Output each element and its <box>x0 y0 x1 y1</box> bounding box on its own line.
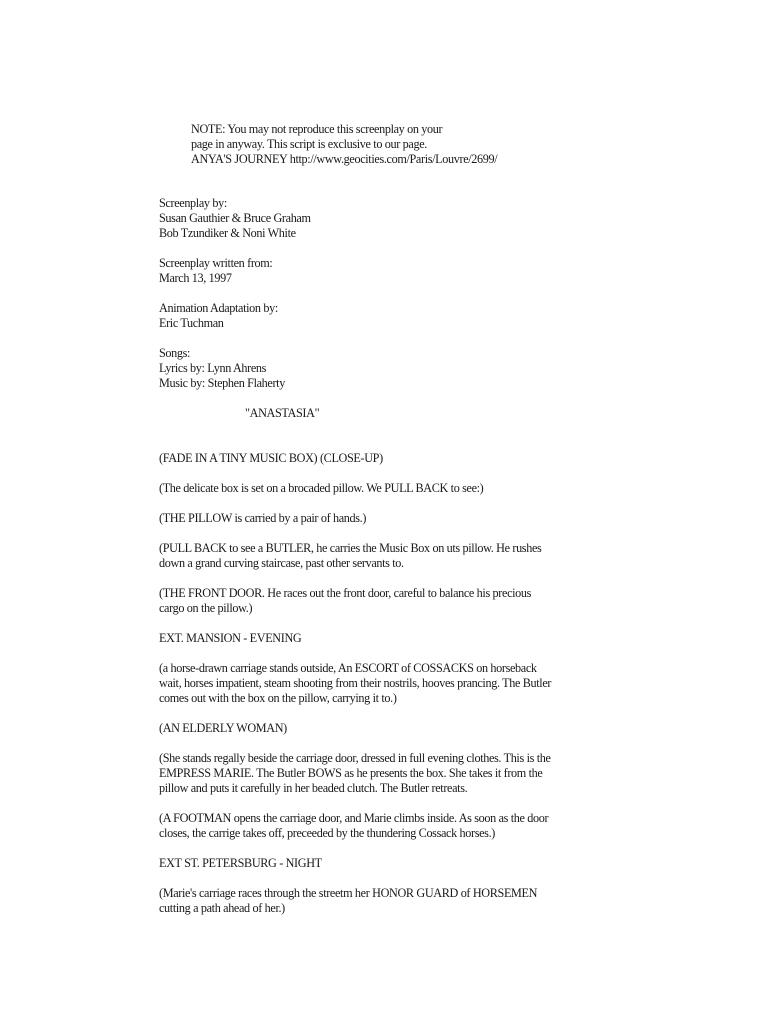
script-line: EXT ST. PETERSBURG - NIGHT <box>159 856 322 870</box>
script-line: EMPRESS MARIE. The Butler BOWS as he presents the box. She takes it from the <box>159 766 543 780</box>
written-from-date: March 13, 1997 <box>159 271 232 285</box>
script-line: (a horse-drawn carriage stands outside, An ESCORT of COSSACKS on horseback <box>159 661 537 675</box>
script-line: closes, the carrige takes off, preceeded by the thundering Cossack horses.) <box>159 826 495 840</box>
written-from-credits <box>159 256 609 286</box>
screenplay-credits <box>159 196 609 241</box>
script-paragraph <box>159 481 609 496</box>
adaptation-credits <box>159 301 609 331</box>
script-paragraph <box>159 541 609 571</box>
songs-label: Songs: <box>159 346 191 360</box>
adaptation-label: Animation Adaptation by: <box>159 301 278 315</box>
script-line: (THE PILLOW is carried by a pair of hands.) <box>159 511 367 525</box>
script-line: wait, horses impatient, steam shooting from their nostrils, hooves prancing. The Butler <box>159 676 552 690</box>
copyright-note <box>191 122 611 167</box>
music-by: Music by: Stephen Flaherty <box>159 376 285 390</box>
script-line: cutting a path ahead of her.) <box>159 901 285 915</box>
lyrics-by: Lyrics by: Lynn Ahrens <box>159 361 267 375</box>
script-paragraph <box>159 451 609 466</box>
script-line: (The delicate box is set on a brocaded pillow. We PULL BACK to see:) <box>159 481 484 495</box>
scene-heading <box>159 631 609 646</box>
script-line: (AN ELDERLY WOMAN) <box>159 721 287 735</box>
script-paragraph <box>159 721 609 736</box>
script-paragraph <box>159 511 609 526</box>
adaptation-by: Eric Tuchman <box>159 316 224 330</box>
script-body <box>159 196 609 916</box>
written-from-label: Screenplay written from: <box>159 256 273 270</box>
script-paragraph <box>159 811 609 841</box>
note-line: ANYA'S JOURNEY http://www.geocities.com/Paris/Louvre/2699/ <box>191 152 498 166</box>
script-line: (A FOOTMAN opens the carriage door, and Marie climbs inside. As soon as the door <box>159 811 549 825</box>
screenplay-writers-line: Bob Tzundiker & Noni White <box>159 226 296 240</box>
script-line: pillow and puts it carefully in her beaded clutch. The Butler retreats. <box>159 781 468 795</box>
script-line: (THE FRONT DOOR. He races out the front door, careful to balance his precious <box>159 586 532 600</box>
script-line: (She stands regally beside the carriage door, dressed in full evening clothes. This is the <box>159 751 551 765</box>
script-paragraph <box>159 661 609 706</box>
scene-heading <box>159 856 609 871</box>
script-line: (FADE IN A TINY MUSIC BOX) (CLOSE-UP) <box>159 451 383 465</box>
script-paragraph <box>159 586 609 616</box>
script-line: (PULL BACK to see a BUTLER, he carries the Music Box on uts pillow. He rushes <box>159 541 542 555</box>
script-line: down a grand curving staircase, past other servants to. <box>159 556 404 570</box>
songs-credits <box>159 346 609 391</box>
script-paragraph <box>159 886 609 916</box>
screenplay-title: "ANASTASIA" <box>245 406 320 420</box>
screenplay-label: Screenplay by: <box>159 196 227 210</box>
screenplay-writers-line: Susan Gauthier & Bruce Graham <box>159 211 311 225</box>
script-line: comes out with the box on the pillow, carrying it to.) <box>159 691 397 705</box>
note-line: page in anyway. This script is exclusive to our page. <box>191 137 427 151</box>
note-line: NOTE: You may not reproduce this screenplay on your <box>191 122 443 136</box>
script-line: EXT. MANSION - EVENING <box>159 631 302 645</box>
script-line: cargo on the pillow.) <box>159 601 253 615</box>
script-line: (Marie's carriage races through the streetm her HONOR GUARD of HORSEMEN <box>159 886 538 900</box>
script-paragraph <box>159 751 609 796</box>
